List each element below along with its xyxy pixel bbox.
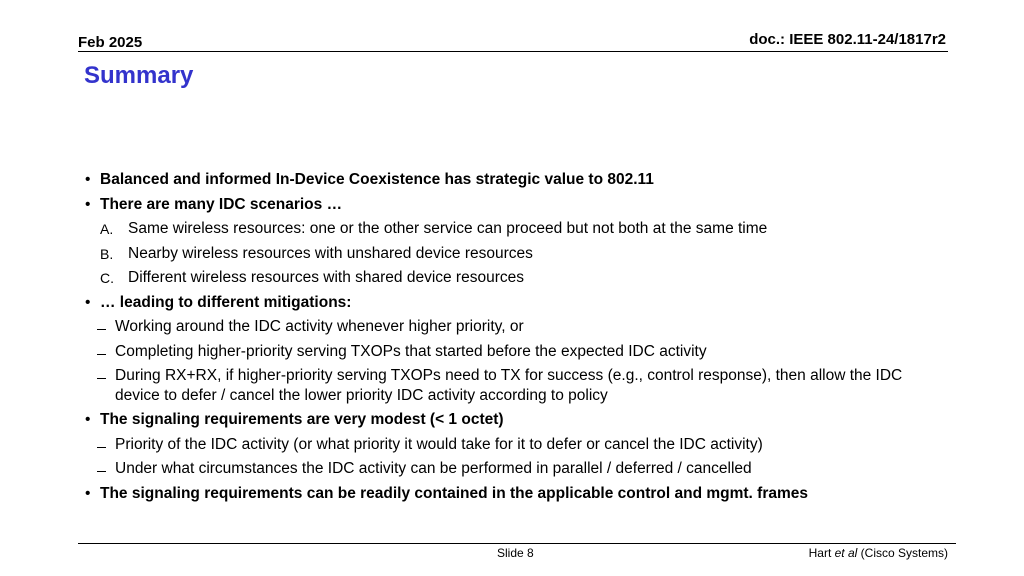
bullet-1-text: Balanced and informed In-Device Coexistence has strategic value to 802.11 — [100, 171, 654, 188]
bullet-4-text: The signaling requirements are very modest (< 1 octet) — [100, 411, 504, 428]
mitigation-2 — [84, 342, 944, 362]
author-name: Hart — [808, 546, 832, 560]
author-etal: et al — [834, 546, 858, 560]
scenario-c — [84, 268, 944, 288]
bullet-marker: • — [85, 484, 91, 502]
header-date: Feb 2025 — [78, 34, 143, 51]
dash-marker — [97, 378, 106, 379]
dash-marker — [97, 447, 106, 448]
bullet-3 — [84, 293, 944, 313]
bullet-5-text: The signaling requirements can be readily contained in the applicable control and mgmt. frames — [100, 484, 808, 502]
bullet-marker: • — [85, 171, 91, 188]
scenario-marker: B. — [100, 245, 114, 262]
bullet-5 — [84, 484, 944, 504]
scenario-a-text: Same wireless resources: one or the other service can proceed but not both at the same time — [128, 220, 768, 237]
requirement-2 — [84, 459, 944, 479]
bullet-1 — [84, 170, 944, 190]
header-divider — [78, 51, 948, 52]
mitigation-1 — [84, 317, 944, 337]
slide-title: Summary — [84, 62, 194, 89]
scenario-c-text: Different wireless resources with shared device resources — [128, 269, 524, 286]
mitigation-3-text: During RX+RX, if higher-priority serving TXOPs need to TX for success (e.g., control response), then allow the IDC device to defer / cancel the lower priority IDC activity according to policy — [115, 367, 903, 404]
footer-divider — [78, 543, 956, 544]
dash-marker — [97, 471, 106, 472]
dash-marker — [97, 354, 106, 355]
scenario-marker: A. — [100, 221, 114, 237]
slide-number: Slide 8 — [497, 546, 534, 560]
slide-content — [84, 170, 944, 508]
bullet-marker: • — [85, 195, 91, 213]
bullet-2-text: There are many IDC scenarios … — [100, 195, 343, 213]
mitigation-1-text: Working around the IDC activity whenever higher priority, or — [115, 318, 524, 335]
footer-author — [809, 546, 948, 560]
dash-marker — [97, 329, 106, 330]
scenario-b-text: Nearby wireless resources with unshared device resources — [128, 244, 533, 262]
requirement-1 — [84, 435, 944, 455]
scenario-b — [84, 244, 944, 264]
requirement-2-text: Under what circumstances the IDC activity can be performed in parallel / deferred / cancelled — [115, 460, 752, 477]
bullet-3-text: … leading to different mitigations: — [100, 293, 352, 311]
requirement-1-text: Priority of the IDC activity (or what priority it would take for it to defer or cancel the IDC activity) — [115, 435, 763, 453]
header-doc-id: doc.: IEEE 802.11-24/1817r2 — [749, 31, 946, 48]
mitigation-2-text: Completing higher-priority serving TXOPs that started before the expected IDC activity — [115, 342, 707, 360]
mitigation-3 — [84, 366, 944, 406]
bullet-4 — [84, 410, 944, 430]
author-org: (Cisco Systems) — [860, 546, 948, 560]
bullet-marker: • — [85, 293, 91, 311]
scenario-marker: C. — [100, 270, 114, 286]
bullet-2 — [84, 195, 944, 215]
bullet-marker: • — [85, 411, 91, 428]
scenario-a — [84, 219, 944, 239]
